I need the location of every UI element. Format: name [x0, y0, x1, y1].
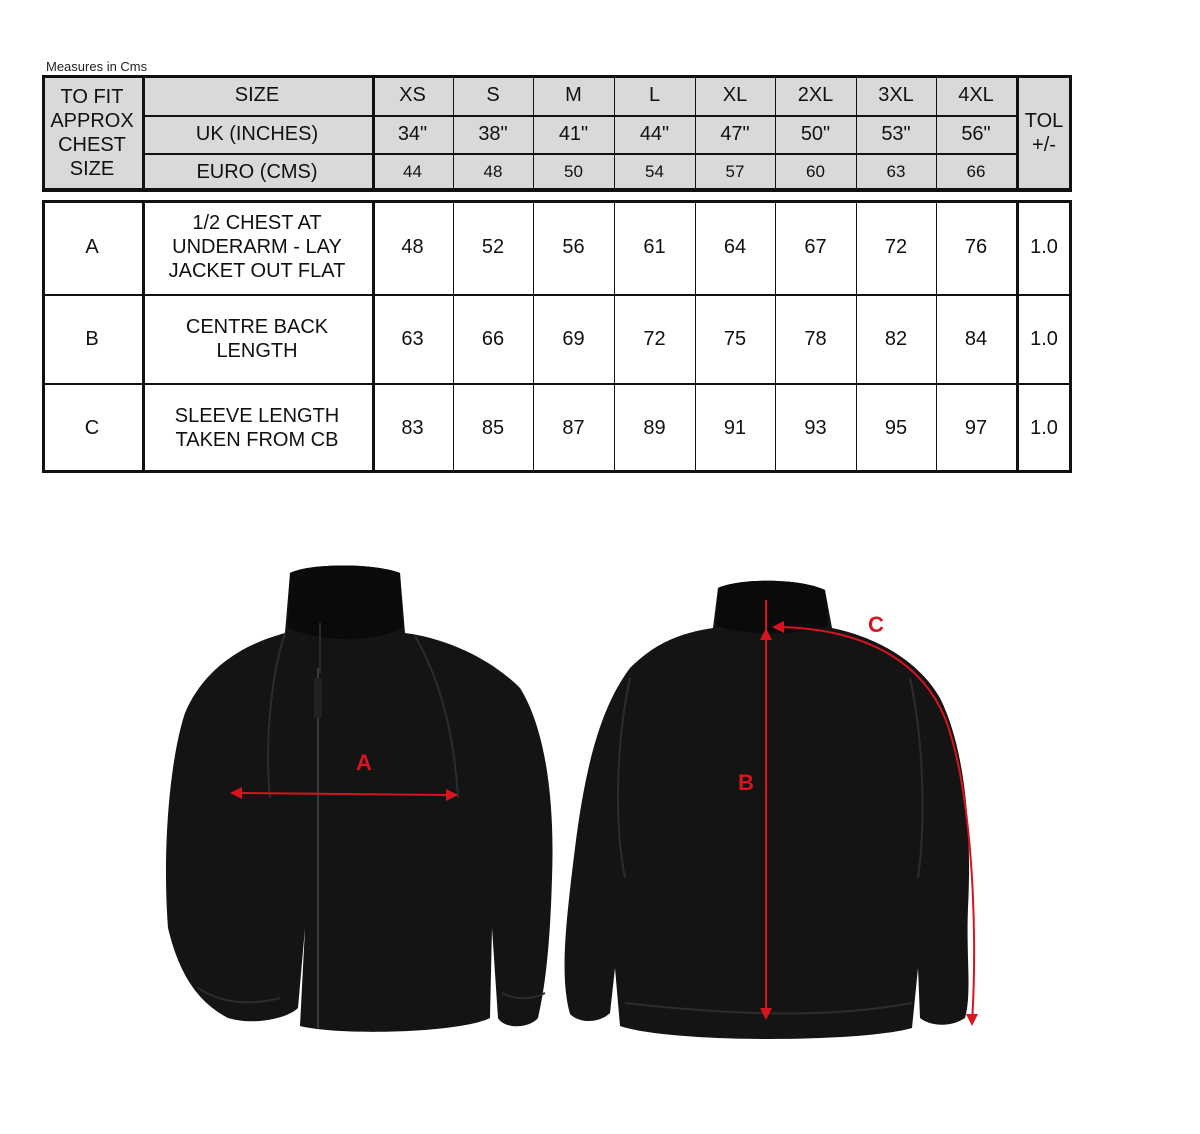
- grid-line: [775, 200, 776, 472]
- grid-line: [856, 75, 857, 190]
- size-2: M: [565, 84, 582, 106]
- grid-line: [42, 200, 45, 472]
- measurement-value: 97: [964, 416, 988, 439]
- measurement-value: 82: [884, 327, 908, 350]
- grid-line: [775, 75, 776, 190]
- size-1: S: [486, 84, 500, 106]
- measurement-value: 63: [401, 327, 424, 350]
- measurement-value: 72: [884, 236, 908, 258]
- measurement-value: 66: [481, 327, 505, 350]
- measurement-value: 67: [804, 236, 827, 258]
- grid-line: [142, 75, 145, 190]
- grid-line: [1016, 75, 1019, 190]
- tolerance-label: TOL +/-: [1024, 109, 1064, 156]
- grid-line: [533, 75, 534, 190]
- measurement-value: 69: [562, 327, 585, 350]
- measurement-value: 87: [562, 416, 585, 439]
- euro-cms-7: 66: [966, 161, 986, 181]
- size-5: 2XL: [797, 84, 834, 106]
- grid-line: [614, 75, 615, 190]
- measurement-value: 52: [481, 236, 505, 258]
- grid-line: [1069, 75, 1072, 190]
- measurement-value: 61: [643, 236, 666, 258]
- measurement-description: 1/2 CHEST AT UNDERARM - LAY JACKET OUT FLAT: [168, 212, 346, 282]
- grid-line: [142, 153, 1016, 155]
- uk-inches-4: 47": [720, 123, 750, 145]
- measurement-tolerance: 1.0: [1030, 416, 1058, 439]
- marker-a-label: A: [356, 750, 372, 775]
- uk-inches-6: 53": [881, 123, 911, 145]
- grid-line: [936, 75, 937, 190]
- grid-line: [42, 75, 1072, 78]
- size-0: XS: [399, 84, 426, 106]
- size-chart: [42, 75, 1072, 475]
- measurement-description: SLEEVE LENGTH TAKEN FROM CB: [174, 404, 340, 451]
- uk-inches-2: 41": [558, 123, 589, 145]
- grid-line: [695, 75, 696, 190]
- measurement-value: 76: [964, 236, 988, 258]
- measurement-code: B: [85, 327, 99, 350]
- measurement-tolerance: 1.0: [1030, 327, 1058, 350]
- grid-line: [42, 470, 1072, 473]
- measurement-value: 72: [643, 327, 666, 350]
- grid-line: [42, 294, 1072, 296]
- uk-inches-3: 44": [639, 123, 670, 145]
- grid-line: [372, 75, 375, 190]
- grid-line: [372, 200, 375, 472]
- measurement-description: CENTRE BACK LENGTH: [185, 315, 329, 362]
- measurement-code: A: [85, 236, 99, 258]
- grid-line: [856, 200, 857, 472]
- measurement-value: 85: [481, 416, 505, 439]
- euro-cms-2: 50: [564, 161, 583, 181]
- measurement-value: 89: [643, 416, 666, 439]
- measurement-value: 56: [562, 236, 585, 258]
- measurement-value: 95: [884, 416, 908, 439]
- marker-c-label: C: [868, 612, 884, 637]
- euro-cms-0: 44: [403, 161, 422, 181]
- euro-row-label: EURO (CMS): [196, 160, 318, 183]
- measurement-value: 64: [723, 236, 747, 258]
- grid-line: [695, 200, 696, 472]
- grid-line: [142, 115, 1016, 117]
- measurement-tolerance: 1.0: [1030, 236, 1058, 258]
- grid-line: [142, 200, 145, 472]
- euro-cms-1: 48: [483, 161, 503, 181]
- uk-row-label: UK (INCHES): [195, 123, 319, 145]
- grid-line: [42, 200, 1072, 203]
- uk-inches-0: 34": [397, 123, 428, 145]
- measures-note: Measures in Cms: [46, 59, 148, 74]
- grid-line: [614, 200, 615, 472]
- fit-label: TO FIT APPROX CHEST SIZE: [42, 75, 142, 190]
- grid-line: [533, 200, 534, 472]
- jacket-illustration: [160, 548, 990, 1058]
- marker-b-label: B: [738, 770, 754, 795]
- measurement-value: 91: [723, 416, 747, 439]
- size-row-label: SIZE: [234, 84, 280, 106]
- grid-line: [936, 200, 937, 472]
- grid-line: [453, 200, 454, 472]
- grid-line: [1069, 200, 1072, 472]
- measurement-code: C: [84, 416, 100, 439]
- grid-line: [42, 383, 1072, 385]
- euro-cms-5: 60: [806, 161, 825, 181]
- grid-line: [42, 188, 1072, 192]
- size-3: L: [648, 84, 661, 106]
- uk-inches-5: 50": [800, 123, 831, 145]
- measurement-value: 78: [804, 327, 827, 350]
- size-4: XL: [722, 84, 748, 106]
- grid-line: [453, 75, 454, 190]
- front-jacket: [166, 566, 553, 1032]
- grid-line: [42, 75, 45, 190]
- size-6: 3XL: [878, 84, 914, 106]
- uk-inches-1: 38": [478, 123, 508, 145]
- measurement-value: 48: [401, 236, 424, 258]
- measurement-value: 83: [401, 416, 424, 439]
- size-7: 4XL: [958, 84, 994, 106]
- uk-inches-7: 56": [961, 123, 991, 145]
- measurement-value: 75: [723, 327, 747, 350]
- euro-cms-4: 57: [725, 161, 745, 181]
- euro-cms-3: 54: [645, 161, 664, 181]
- measurement-value: 84: [964, 327, 988, 350]
- measurement-value: 93: [804, 416, 827, 439]
- grid-line: [1016, 200, 1019, 472]
- euro-cms-6: 63: [886, 161, 906, 181]
